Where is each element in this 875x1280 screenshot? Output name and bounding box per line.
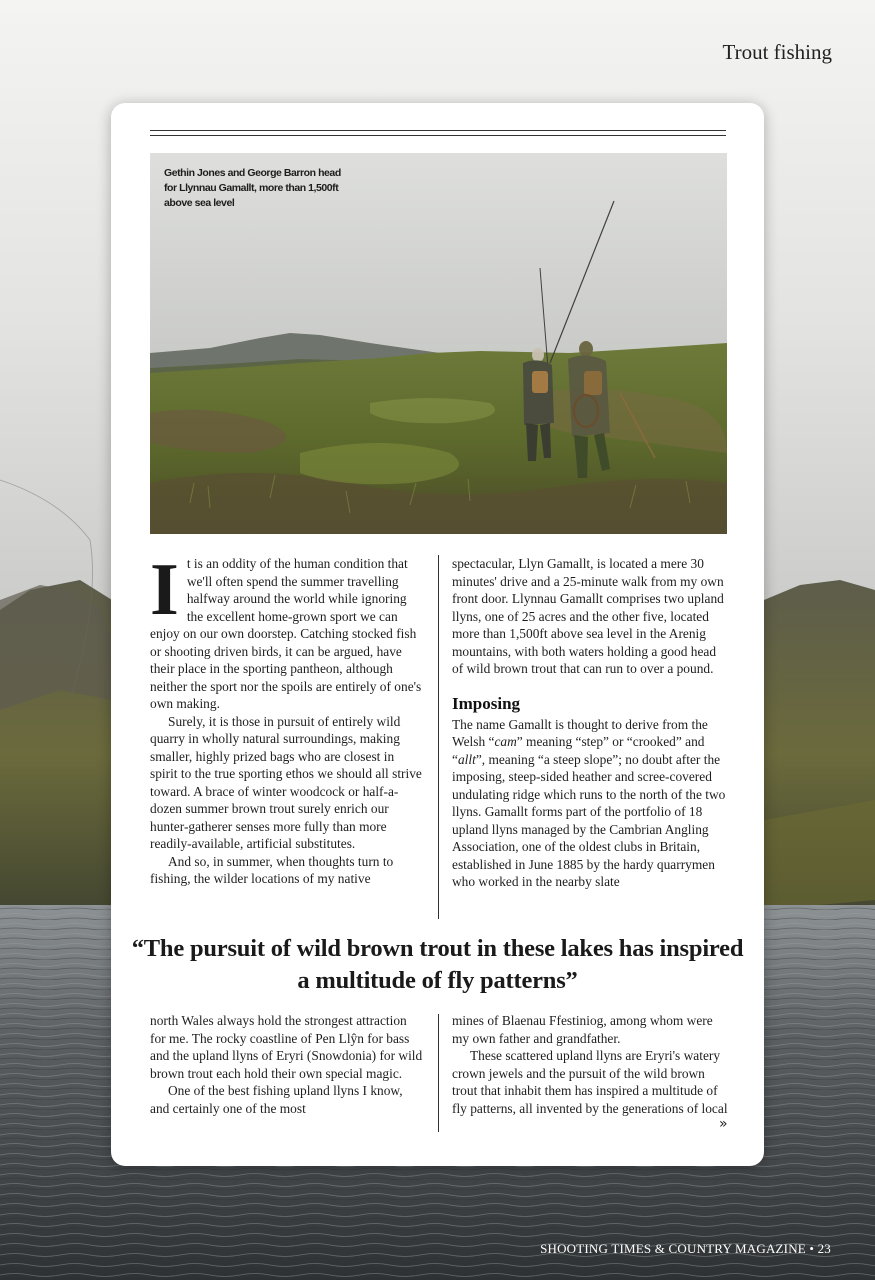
- text-run: The name Gamallt is thought to derive from the Welsh “: [452, 716, 708, 749]
- paragraph: These scattered upland llyns are Eryri's watery crown jewels and the pursuit of the wild brown trout that inhabit them has inspired a multitude of fly patterns, all invented by the generations of local: [452, 1048, 728, 1116]
- paragraph: spectacular, Llyn Gamallt, is located a mere 30 minutes' drive and a 25-minute walk from my own front door. Llynnau Gamallt comprises two upland llyns, one of 25 acres and the other five, located more than 1,500ft above sea level in the Arenig mountains, with both waters holding a good head of wild brown trout that can run to over a pound.: [452, 556, 724, 676]
- drop-cap: I: [150, 549, 179, 631]
- photo-caption: Gethin Jones and George Barron head for Llynnau Gamallt, more than 1,500ft above sea level: [164, 167, 341, 209]
- article-column-1: [150, 549, 424, 888]
- top-rule-second: [150, 135, 726, 136]
- text-run: ”, meaning “a steep slope”; no doubt after the imposing, steep-sided heather and scree-covered undulating ridge which runs to the north of the two llyns. Gamallt forms part of the portfolio of 18 upland llyns managed by the Cambrian Angling Association, one of the oldest clubs in Britain, established in June 1885 by the hardy quarrymen who worked in the nearby slate: [452, 751, 726, 889]
- article-column-3: [150, 1012, 424, 1117]
- paragraph: And so, in summer, when thoughts turn to fishing, the wilder locations of my native: [150, 853, 394, 886]
- article-column-4: [452, 1012, 728, 1117]
- intro-paragraph: [150, 549, 424, 713]
- column-divider: [438, 555, 439, 919]
- subheading: Imposing: [452, 693, 521, 713]
- paragraph: One of the best fishing upland llyns I know, and certainly one of the most: [150, 1083, 403, 1116]
- italic-term: cam: [494, 734, 517, 749]
- double-chevron-right-icon[interactable]: »: [719, 1116, 728, 1132]
- paragraph: Surely, it is those in pursuit of entirely wild quarry in wholly natural surroundings, making smaller, highly prized bags who are closest in spirit to the true sporting ethos we should all strive toward. A brace of winter woodcock or half-a-dozen summer brown trout surely enrich our hunter-gatherer senses more fully than more readily-available, artificial substitutes.: [150, 713, 422, 851]
- italic-term: allt: [457, 751, 476, 767]
- paragraph: [452, 716, 728, 891]
- paragraph: north Wales always hold the strongest attraction for me. The rocky coastline of Pen Llŷn for bass and the upland llyns of Eryri (Snowdonia) for wild brown trout each hold their own special magic.: [150, 1013, 423, 1081]
- text-run: ” meaning “step” or “crooked” and “: [452, 734, 705, 767]
- paragraph: mines of Blaenau Ffestiniog, among whom were my own father and grandfather.: [452, 1013, 713, 1046]
- article-column-2: [452, 555, 728, 891]
- article-card: [111, 103, 764, 1166]
- page-footer: SHOOTING TIMES & COUNTRY MAGAZINE • 23: [540, 1241, 831, 1256]
- column-divider: [438, 1014, 439, 1132]
- section-label: Trout fishing: [722, 40, 832, 64]
- anglers-hillside-photo: [150, 153, 727, 534]
- intro-text: t is an oddity of the human condition that we'll often spend the summer travelling halfway around the world while ignoring the excellent home-grown sport we can enjoy on our own doorstep. Catching stocked fish or shooting driven birds, it can be argued, have their place in the sporting pantheon, although neither the sport nor the spoils are entirely of one's own making.: [150, 556, 422, 711]
- pull-quote: “The pursuit of wild brown trout in these lakes has inspired a multitude of fly patterns”: [131, 935, 744, 994]
- top-rule: [150, 130, 726, 131]
